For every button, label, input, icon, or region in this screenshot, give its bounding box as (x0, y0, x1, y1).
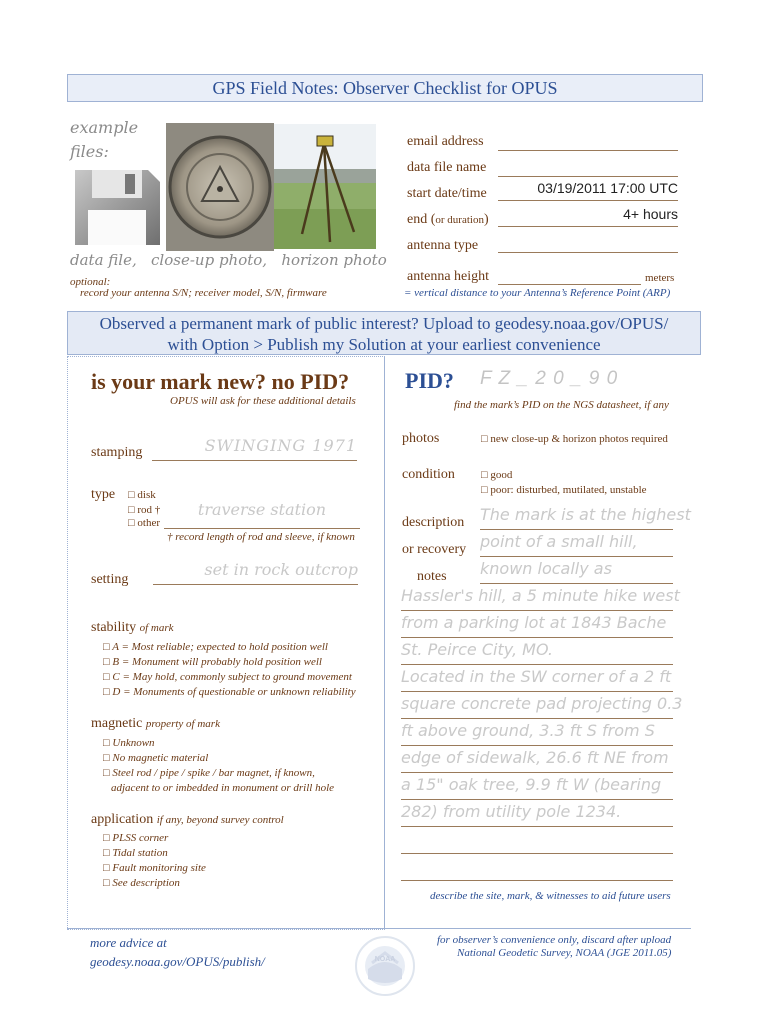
page-title: GPS Field Notes: Observer Checklist for OPUS (67, 74, 703, 102)
noaa-logo-text: NOAA (374, 956, 396, 963)
notes-line-14[interactable] (401, 856, 673, 881)
agency-note: National Geodetic Survey, NOAA (JGE 2011.05) (457, 947, 672, 959)
notes-label: notes (417, 569, 447, 584)
end-label-duration: or duration (435, 214, 484, 226)
notes-line-5[interactable]: from a parking lot at 1843 Bache (401, 613, 673, 638)
application-option-see-desc[interactable]: □ See description (103, 877, 180, 889)
application-label-text: application (91, 812, 154, 827)
stability-label-ital: of mark (139, 622, 174, 634)
end-label-close: ) (483, 212, 489, 227)
application-label (91, 812, 284, 828)
example-files-label: example files: (70, 118, 139, 161)
antenna-type-field[interactable] (498, 238, 678, 253)
setting-label: setting (91, 572, 129, 587)
stability-option-b[interactable]: □ B = Monument will probably hold position well (103, 656, 322, 668)
close-up-photo (166, 123, 274, 251)
horizon-photo (274, 124, 376, 249)
magnetic-option-steel-cont: adjacent to or imbedded in monument or drill hole (111, 782, 335, 794)
end-field[interactable]: 4+ hours (498, 206, 678, 227)
notes-line-8[interactable]: square concrete pad projecting 0.3 (401, 694, 673, 719)
antenna-height-unit: meters (645, 272, 675, 284)
condition-label: condition (402, 467, 455, 482)
banner-line-1: Observed a permanent mark of public interest? Upload to geodesy.noaa.gov/OPUS/ (99, 314, 669, 333)
stability-option-c[interactable]: □ C = May hold, commonly subject to ground movement (103, 671, 352, 683)
application-label-ital: if any, beyond survey control (156, 814, 284, 826)
type-other-field[interactable]: traverse station (164, 500, 360, 529)
notes-line-2[interactable]: point of a small hill, (480, 532, 673, 557)
notes-line-1[interactable]: The mark is at the highest (480, 505, 673, 530)
noaa-logo-icon (354, 935, 416, 997)
magnetic-option-steel[interactable]: □ Steel rod / pipe / spike / bar magnet, if known, (103, 767, 315, 779)
magnetic-option-none[interactable]: □ No magnetic material (103, 752, 209, 764)
antenna-height-field[interactable] (498, 270, 641, 285)
advice-block (90, 933, 265, 971)
type-option-rod[interactable]: □ rod † (128, 504, 161, 516)
new-mark-subheading: OPUS will ask for these additional details (170, 395, 356, 407)
magnetic-label-text: magnetic (91, 716, 143, 731)
photos-option[interactable]: □ new close-up & horizon photos required (481, 433, 668, 445)
advice-text: more advice at (90, 935, 167, 950)
notes-line-6[interactable]: St. Peirce City, MO. (401, 640, 673, 665)
stamping-label: stamping (91, 445, 143, 460)
notes-line-4[interactable]: Hassler's hill, a 5 minute hike west (401, 586, 673, 611)
stability-label-text: stability (91, 620, 137, 635)
antenna-height-label: antenna height (407, 269, 490, 284)
notes-line-7[interactable]: Located in the SW corner of a 2 ft (401, 667, 673, 692)
setting-field[interactable]: set in rock outcrop (153, 560, 358, 585)
start-label: start date/time (407, 186, 487, 201)
photos-label: photos (402, 431, 440, 446)
pid-label: PID? (405, 368, 454, 393)
magnetic-label-ital: property of mark (145, 718, 220, 730)
discard-note: for observer’s convenience only, discard after upload (437, 934, 672, 946)
notes-line-12[interactable]: 282) from utility pole 1234. (401, 802, 673, 827)
application-option-fault[interactable]: □ Fault monitoring site (103, 862, 206, 874)
stability-options (103, 640, 356, 700)
stability-option-a[interactable]: □ A = Most reliable; expected to hold position well (103, 641, 328, 653)
stability-label (91, 620, 174, 636)
type-option-disk[interactable]: □ disk (128, 489, 156, 501)
stability-option-d[interactable]: □ D = Monuments of questionable or unknown reliability (103, 686, 356, 698)
notes-footer: describe the site, mark, & witnesses to aid future users (430, 890, 671, 902)
application-options (103, 831, 206, 891)
publish-banner (67, 311, 701, 355)
type-label: type (91, 487, 116, 502)
notes-line-10[interactable]: edge of sidewalk, 26.6 ft NE from (401, 748, 673, 773)
pid-field[interactable]: F Z _ 2 0 _ 9 0 (480, 368, 619, 389)
footer-divider (67, 928, 691, 929)
magnetic-option-unknown[interactable]: □ Unknown (103, 737, 155, 749)
notes-line-11[interactable]: a 15" oak tree, 9.9 ft W (bearing (401, 775, 673, 800)
notes-line-9[interactable]: ft above ground, 3.3 ft S from S (401, 721, 673, 746)
application-option-tidal[interactable]: □ Tidal station (103, 847, 168, 859)
example-captions: data file, close-up photo, horizon photo (70, 251, 387, 269)
pid-note: find the mark’s PID on the NGS datasheet, if any (454, 399, 669, 411)
banner-line-2: with Option > Publish my Solution at your earliest convenience (167, 335, 601, 354)
notes-line-13[interactable] (401, 829, 673, 854)
application-option-plss[interactable]: □ PLSS corner (103, 832, 169, 844)
antenna-type-label: antenna type (407, 238, 479, 253)
rod-note: † record length of rod and sleeve, if known (167, 531, 355, 543)
floppy-disk-icon (70, 165, 165, 250)
description-label: description (402, 515, 465, 530)
arp-note: = vertical distance to your Antenna’s Reference Point (ARP) (404, 287, 671, 299)
optional-label: optional: (70, 276, 111, 288)
end-label-text: end ( (407, 212, 436, 227)
magnetic-label (91, 716, 220, 732)
magnetic-options (103, 736, 334, 796)
optional-text: record your antenna S/N; receiver model, S/N, firmware (80, 287, 327, 299)
data-file-field[interactable] (498, 162, 678, 177)
start-field[interactable]: 03/19/2011 17:00 UTC (498, 180, 678, 201)
data-file-label: data file name (407, 160, 487, 175)
condition-option-poor[interactable]: □ poor: disturbed, mutilated, unstable (481, 484, 647, 496)
advice-link[interactable]: geodesy.noaa.gov/OPUS/publish/ (90, 954, 265, 969)
end-label (407, 212, 489, 228)
condition-option-good[interactable]: □ good (481, 469, 513, 481)
recovery-label: or recovery (402, 542, 467, 557)
email-field[interactable] (498, 136, 678, 151)
email-label: email address (407, 134, 484, 149)
notes-line-3[interactable]: known locally as (480, 559, 673, 584)
new-mark-heading: is your mark new? no PID? (91, 369, 350, 394)
type-option-other[interactable]: □ other (128, 517, 160, 529)
stamping-field[interactable]: SWINGING 1971 (152, 436, 357, 461)
